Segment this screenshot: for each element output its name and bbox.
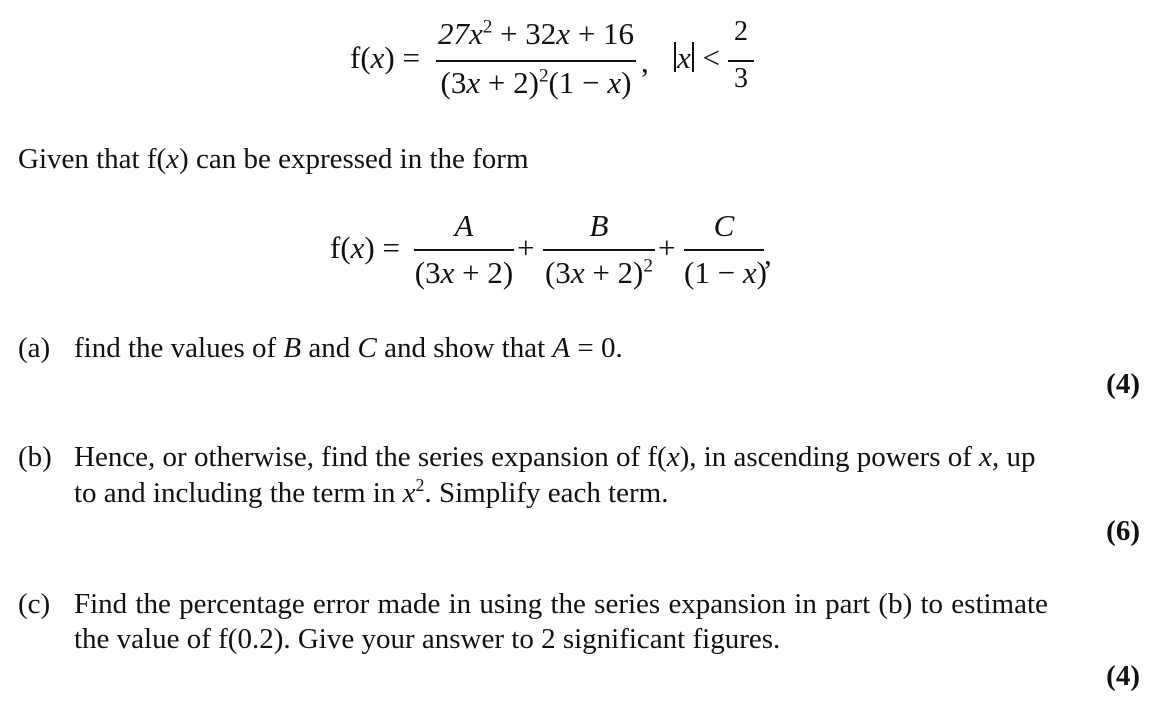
- formula1-numerator: $27x^2 + 32x + 16$: [437, 16, 635, 51]
- formula1-fraction-line: [436, 60, 636, 62]
- intro-sentence: Given that f(x) can be expressed in the form: [18, 143, 529, 175]
- part-a-text: find the values of B and C and show that A = 0.: [74, 332, 623, 364]
- formula2-term3-denominator: (1 − x): [684, 255, 767, 290]
- formula1-comma: ,: [641, 44, 649, 79]
- formula2-term1-numerator: A: [454, 208, 474, 243]
- formula2-plus1: +: [517, 230, 535, 265]
- formula1-cond-numerator: 2: [734, 16, 748, 47]
- formula2-term3-line: [684, 249, 764, 251]
- formula1-lhs: f(x) =: [350, 40, 420, 75]
- formula2-term2-numerator: B: [589, 208, 609, 243]
- part-c-line2: the value of f(0.2). Give your answer to 2 significant figures.: [74, 623, 781, 655]
- formula2-term2-line: [543, 249, 655, 251]
- formula2-lhs: f(x) =: [330, 230, 400, 265]
- formula2-term1-line: [414, 249, 514, 251]
- part-a-label: (a): [18, 332, 51, 364]
- part-b-label: (b): [18, 441, 52, 473]
- part-b-line2: to and including the term in $x^2$. Simplify each term.: [74, 475, 669, 509]
- formula2-comma: ,: [764, 236, 772, 271]
- formula2-term1-denominator: (3x + 2): [414, 255, 514, 290]
- part-b-line1: Hence, or otherwise, find the series expansion of f(x), in ascending powers of x, up: [74, 441, 1036, 473]
- part-c-line1: Find the percentage error made in using the series expansion in part (b) to estimate: [74, 588, 1048, 620]
- formula1-condition: x <: [673, 40, 720, 76]
- formula2-term2-denominator: $(3x + 2)^2$: [544, 255, 653, 290]
- formula1-cond-denominator: 3: [734, 63, 748, 94]
- part-c-marks: (4): [1106, 660, 1140, 692]
- formula1-cond-line: [728, 60, 754, 62]
- part-a-marks: (4): [1106, 368, 1140, 400]
- formula2-term3-numerator: C: [713, 208, 735, 243]
- part-c-label: (c): [18, 588, 51, 620]
- formula1-denominator: $(3x + 2)^2(1 - x)$: [440, 65, 632, 100]
- part-b-marks: (6): [1106, 515, 1140, 547]
- formula2-plus2: +: [658, 230, 676, 265]
